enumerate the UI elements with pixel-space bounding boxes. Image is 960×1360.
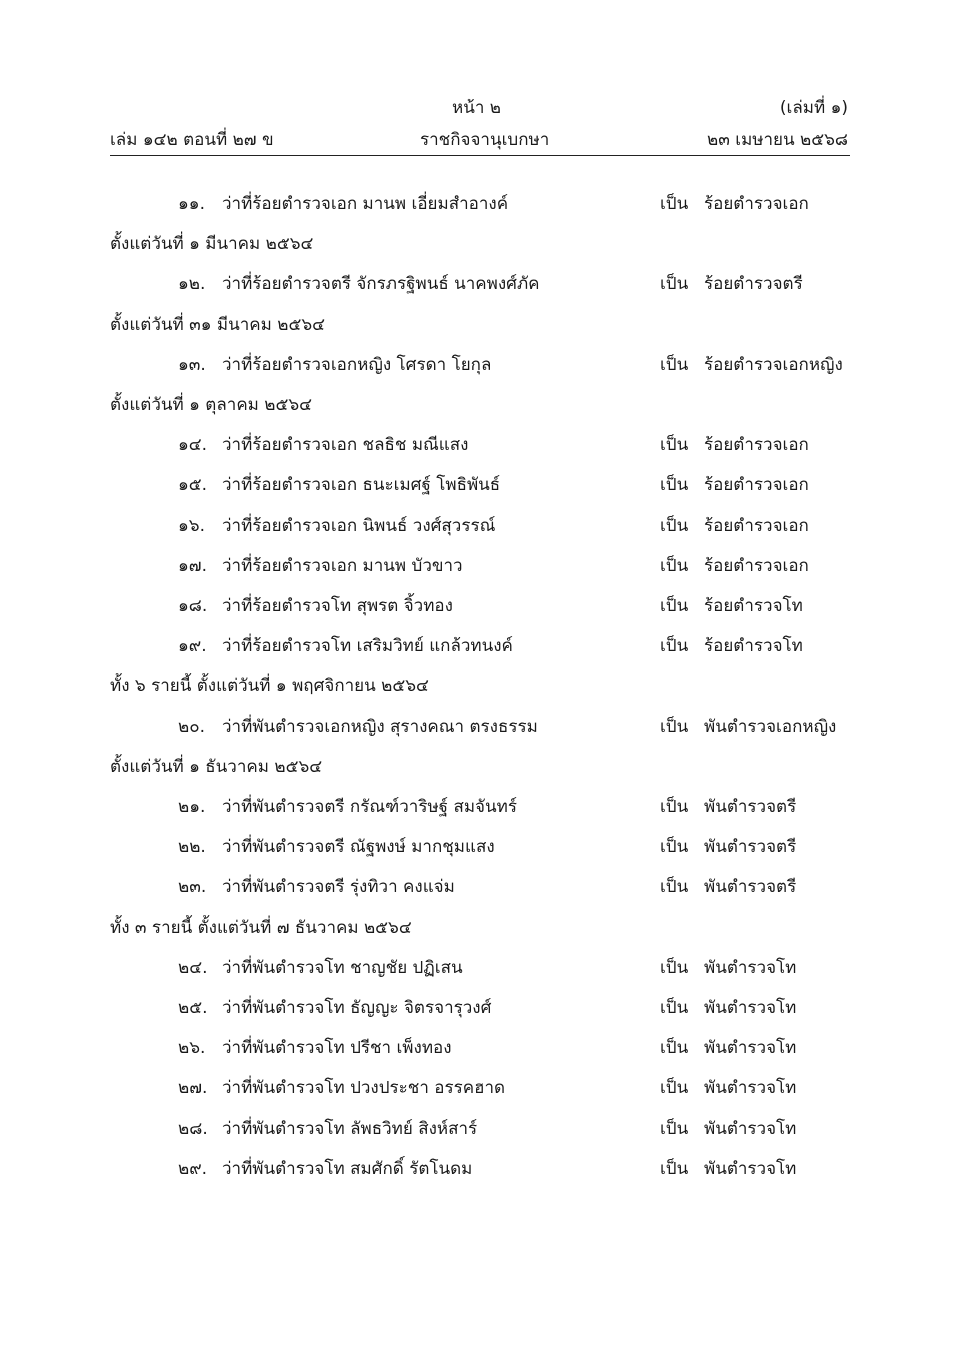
effective-date-text: ตั้งแต่วันที่ ๓๑ มีนาคม ๒๕๖๔ xyxy=(110,314,326,335)
entry-number: ๑๓. xyxy=(178,354,206,375)
appointment-entry xyxy=(0,1034,960,1058)
entry-connector: เป็น xyxy=(660,1158,689,1179)
entry-name: ว่าที่ร้อยตำรวจตรี จักรภรฐิพนธ์ นาคพงศ์ภัค xyxy=(222,274,540,295)
entry-connector: เป็น xyxy=(660,1078,689,1099)
entry-connector: เป็น xyxy=(660,354,689,375)
entry-number: ๒๓. xyxy=(178,877,207,898)
effective-date-text: ตั้งแต่วันที่ ๑ ธันวาคม ๒๕๖๔ xyxy=(110,756,323,777)
appointment-entry xyxy=(0,270,960,294)
entry-connector: เป็น xyxy=(660,515,689,536)
entry-name: ว่าที่พันตำรวจโท ลัพธวิทย์ สิงห์สาร์ xyxy=(222,1118,478,1139)
entry-number: ๒๘. xyxy=(178,1118,208,1139)
entry-connector: เป็น xyxy=(660,596,689,616)
appointment-entry xyxy=(0,351,960,375)
entry-new-rank: พันตำรวจตรี xyxy=(704,837,797,858)
entry-name: ว่าที่พันตำรวจเอกหญิง สุรางคณา ตรงธรรม xyxy=(222,716,538,737)
effective-date-text: ตั้งแต่วันที่ ๑ มีนาคม ๒๕๖๔ xyxy=(110,234,314,255)
effective-date-line xyxy=(0,672,960,696)
entry-number: ๑๙. xyxy=(178,636,207,657)
entry-name: ว่าที่ร้อยตำรวจเอก ธนะเมศฐ์ โพธิพันธ์ xyxy=(222,475,501,496)
entry-connector: เป็น xyxy=(660,716,689,737)
entry-new-rank: พันตำรวจเอกหญิง xyxy=(704,716,837,737)
entry-new-rank: ร้อยตำรวจเอก xyxy=(704,435,809,456)
entry-new-rank: ร้อยตำรวจเอก xyxy=(704,194,809,214)
entry-new-rank: ร้อยตำรวจเอก xyxy=(704,555,809,576)
entry-number: ๒๙. xyxy=(178,1158,208,1179)
entry-number: ๑๔. xyxy=(178,435,208,456)
appointment-entry xyxy=(0,833,960,857)
entry-number: ๒๒. xyxy=(178,837,206,858)
entry-number: ๒๑. xyxy=(178,797,206,817)
entry-new-rank: พันตำรวจตรี xyxy=(704,797,797,817)
entry-connector: เป็น xyxy=(660,274,689,295)
entry-name: ว่าที่พันตำรวจตรี รุ่งทิวา คงแจ่ม xyxy=(222,877,455,898)
entry-name: ว่าที่พันตำรวจโท ธัญญะ จิตรจารุวงศ์ xyxy=(222,998,492,1018)
appointment-entry xyxy=(0,552,960,576)
entry-new-rank: พันตำรวจโท xyxy=(704,1158,797,1179)
effective-date-text: ทั้ง ๖ รายนี้ ตั้งแต่วันที่ ๑ พฤศจิกายน ๒๕๖๔ xyxy=(110,676,429,697)
entry-name: ว่าที่ร้อยตำรวจโท สุพรต จิ้วทอง xyxy=(222,596,453,616)
entry-name: ว่าที่พันตำรวจโท ปรีชา เพ็งทอง xyxy=(222,1038,452,1059)
entry-connector: เป็น xyxy=(660,797,689,817)
entry-name: ว่าที่พันตำรวจตรี ณัฐพงษ์ มากชุมแสง xyxy=(222,837,495,858)
entry-number: ๑๒. xyxy=(178,274,206,295)
appointment-entry xyxy=(0,793,960,817)
entry-number: ๑๘. xyxy=(178,596,208,616)
entry-name: ว่าที่ร้อยตำรวจโท เสริมวิทย์ แกล้วทนงค์ xyxy=(222,636,513,657)
appointment-entry xyxy=(0,632,960,656)
entry-name: ว่าที่ร้อยตำรวจเอกหญิง โศรดา โยกุล xyxy=(222,354,492,375)
entry-name: ว่าที่พันตำรวจตรี กรัณฑ์วาริษฐ์ สมจันทร์ xyxy=(222,797,517,817)
book-info: เล่ม ๑๔๒ ตอนที่ ๒๗ ข xyxy=(110,130,274,150)
entry-connector: เป็น xyxy=(660,837,689,858)
entry-number: ๑๕. xyxy=(178,475,208,496)
entry-connector: เป็น xyxy=(660,194,689,214)
appointment-entry xyxy=(0,954,960,978)
appointment-entry xyxy=(0,471,960,495)
entry-number: ๒๕. xyxy=(178,998,208,1018)
entry-new-rank: ร้อยตำรวจตรี xyxy=(704,274,803,295)
entry-name: ว่าที่พันตำรวจโท ปวงประชา อรรคฮาด xyxy=(222,1078,506,1099)
entry-new-rank: พันตำรวจโท xyxy=(704,1038,797,1059)
entry-new-rank: ร้อยตำรวจเอก xyxy=(704,475,809,496)
effective-date-text: ตั้งแต่วันที่ ๑ ตุลาคม ๒๕๖๔ xyxy=(110,395,313,415)
entry-name: ว่าที่ร้อยตำรวจเอก มานพ บัวขาว xyxy=(222,555,463,576)
entry-new-rank: พันตำรวจโท xyxy=(704,1118,797,1139)
entry-connector: เป็น xyxy=(660,636,689,657)
entry-new-rank: พันตำรวจโท xyxy=(704,1078,797,1099)
entry-number: ๑๖. xyxy=(178,515,205,536)
entry-new-rank: พันตำรวจตรี xyxy=(704,877,797,898)
effective-date-line xyxy=(0,753,960,777)
appointment-entry xyxy=(0,873,960,897)
entry-name: ว่าที่พันตำรวจโท ชาญชัย ปฏิเสน xyxy=(222,957,463,978)
entry-connector: เป็น xyxy=(660,1038,689,1059)
entry-name: ว่าที่พันตำรวจโท สมศักดิ์ รัตโนดม xyxy=(222,1158,473,1179)
effective-date-line xyxy=(0,391,960,415)
entry-number: ๒๔. xyxy=(178,957,208,978)
entry-connector: เป็น xyxy=(660,877,689,898)
entry-connector: เป็น xyxy=(660,435,689,456)
effective-date-line xyxy=(0,914,960,938)
entry-new-rank: ร้อยตำรวจโท xyxy=(704,596,803,616)
appointment-entry xyxy=(0,431,960,455)
entry-name: ว่าที่ร้อยตำรวจเอก ชลธิช มณีแสง xyxy=(222,435,469,456)
entry-number: ๒๐. xyxy=(178,716,205,737)
entry-number: ๑๗. xyxy=(178,555,207,576)
entry-connector: เป็น xyxy=(660,555,689,576)
header-divider xyxy=(110,155,850,156)
effective-date-line xyxy=(0,311,960,335)
entry-new-rank: ร้อยตำรวจโท xyxy=(704,636,803,657)
appointment-entry xyxy=(0,190,960,214)
entry-number: ๒๗. xyxy=(178,1078,208,1099)
entry-name: ว่าที่ร้อยตำรวจเอก มานพ เอี่ยมสำอางค์ xyxy=(222,194,509,214)
appointment-entry xyxy=(0,512,960,536)
effective-date-text: ทั้ง ๓ รายนี้ ตั้งแต่วันที่ ๗ ธันวาคม ๒๕๖๔ xyxy=(110,917,412,938)
entry-connector: เป็น xyxy=(660,957,689,978)
publication-name: ราชกิจจานุเบกษา xyxy=(420,130,550,150)
entry-connector: เป็น xyxy=(660,998,689,1018)
page-number: หน้า ๒ xyxy=(452,98,501,118)
entry-number: ๑๑. xyxy=(178,194,205,214)
entry-new-rank: พันตำรวจโท xyxy=(704,998,797,1018)
entry-connector: เป็น xyxy=(660,1118,689,1139)
volume-issue: (เล่มที่ ๑) xyxy=(779,98,848,118)
entry-new-rank: ร้อยตำรวจเอก xyxy=(704,515,809,536)
entry-new-rank: ร้อยตำรวจเอกหญิง xyxy=(704,354,843,375)
entry-name: ว่าที่ร้อยตำรวจเอก นิพนธ์ วงศ์สุวรรณ์ xyxy=(222,515,496,536)
effective-date-line xyxy=(0,230,960,254)
publication-date: ๒๓ เมษายน ๒๕๖๘ xyxy=(707,130,848,150)
appointment-entry xyxy=(0,1074,960,1098)
entry-new-rank: พันตำรวจโท xyxy=(704,957,797,978)
appointment-entry xyxy=(0,1155,960,1179)
appointment-entry xyxy=(0,592,960,616)
entry-connector: เป็น xyxy=(660,475,689,496)
appointment-entry xyxy=(0,713,960,737)
appointment-entry xyxy=(0,994,960,1018)
entry-number: ๒๖. xyxy=(178,1038,206,1059)
appointment-entry xyxy=(0,1115,960,1139)
